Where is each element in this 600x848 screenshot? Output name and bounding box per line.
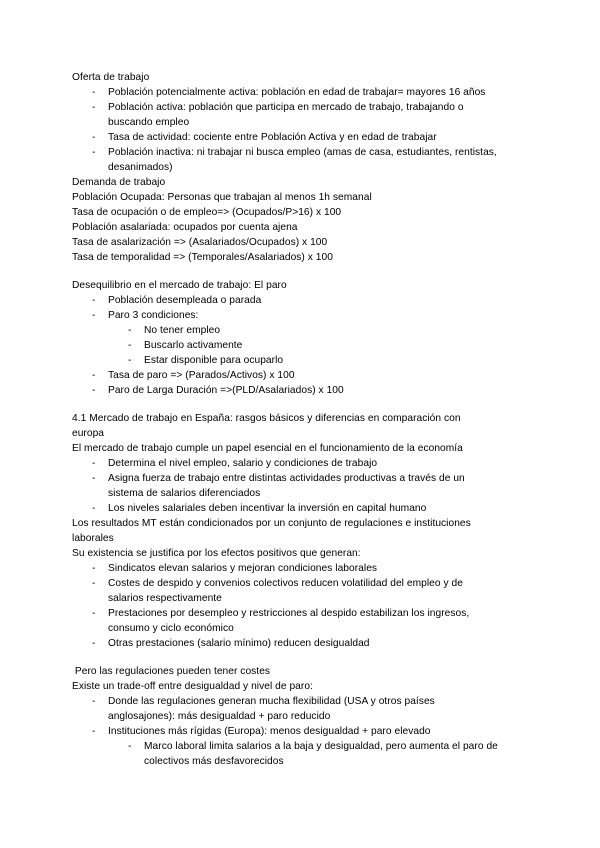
text-line: Existe un trade-off entre desigualdad y nivel de paro: [72, 681, 313, 692]
section-heading-4-1-continuation: europa [72, 428, 105, 439]
list-item: Prestaciones por desempleo y restricciones al despido estabilizan los ingresos, [108, 608, 470, 619]
text-line: Tasa de ocupación o de empleo=> (Ocupados/P>16) x 100 [72, 207, 342, 218]
bullet-dash: - [92, 87, 96, 98]
list-item-continuation: anglosajones): más desigualdad + paro reducido [108, 711, 331, 722]
bullet-dash: - [92, 638, 96, 649]
bullet-dash: - [92, 310, 96, 321]
bullet-dash: - [92, 458, 96, 469]
list-item: Costes de despido y convenios colectivos reducen volatilidad del empleo y de [108, 578, 463, 589]
bullet-dash: - [92, 295, 96, 306]
section-heading-desequilibrio: Desequilibrio en el mercado de trabajo: El paro [72, 280, 287, 291]
text-line: Población asalariada: ocupados por cuenta ajena [72, 222, 298, 233]
list-item: Instituciones más rígidas (Europa): menos desigualdad + paro elevado [108, 726, 431, 737]
sub-list-item: Estar disponible para ocuparlo [144, 355, 284, 366]
section-heading-oferta: Oferta de trabajo [72, 72, 150, 83]
bullet-dash: - [128, 355, 132, 366]
list-item: Población activa: población que participa en mercado de trabajo, trabajando o [108, 102, 464, 113]
sub-list-item: Buscarlo activamente [144, 340, 243, 351]
bullet-dash: - [128, 741, 132, 752]
section-heading-costes: Pero las regulaciones pueden tener costes [72, 666, 271, 677]
list-item: Paro de Larga Duración =>(PLD/Asalariados) x 100 [108, 385, 344, 396]
text-line: Tasa de temporalidad => (Temporales/Asalariados) x 100 [72, 252, 333, 263]
list-item-continuation: buscando empleo [108, 117, 190, 128]
list-item: Población potencialmente activa: población en edad de trabajar= mayores 16 años [108, 87, 486, 98]
bullet-dash: - [92, 473, 96, 484]
list-item-continuation: consumo y ciclo económico [108, 623, 234, 634]
bullet-dash: - [92, 608, 96, 619]
bullet-dash: - [92, 696, 96, 707]
bullet-dash: - [92, 563, 96, 574]
bullet-dash: - [92, 578, 96, 589]
list-item: Donde las regulaciones generan mucha flexibilidad (USA y otros países [108, 696, 435, 707]
text-line: Tasa de asalarización => (Asalariados/Ocupados) x 100 [72, 237, 328, 248]
sub-list-item-continuation: colectivos más desfavorecidos [144, 756, 284, 767]
list-item: Población desempleada o parada [108, 295, 262, 306]
bullet-dash: - [128, 340, 132, 351]
list-item: Sindicatos elevan salarios y mejoran condiciones laborales [108, 563, 378, 574]
section-heading-4-1: 4.1 Mercado de trabajo en España: rasgos básicos y diferencias en comparación con [72, 413, 461, 424]
bullet-dash: - [92, 385, 96, 396]
list-item: Otras prestaciones (salario mínimo) reducen desigualdad [108, 638, 370, 649]
text-line: Población Ocupada: Personas que trabajan al menos 1h semanal [72, 192, 372, 203]
text-line: Su existencia se justifica por los efectos positivos que generan: [72, 548, 361, 559]
list-item: Población inactiva: ni trabajar ni busca empleo (amas de casa, estudiantes, rentistas, [108, 147, 497, 158]
text-line: laborales [72, 533, 114, 544]
list-item: Paro 3 condiciones: [108, 310, 199, 321]
list-item: Tasa de actividad: cociente entre Población Activa y en edad de trabajar [108, 132, 437, 143]
list-item: Los niveles salariales deben incentivar la inversión en capital humano [108, 503, 427, 514]
bullet-dash: - [92, 147, 96, 158]
list-item-continuation: desanimados) [108, 162, 173, 173]
sub-list-item: Marco laboral limita salarios a la baja y desigualdad, pero aumenta el paro de [144, 741, 498, 752]
bullet-dash: - [92, 132, 96, 143]
bullet-dash: - [92, 503, 96, 514]
list-item-continuation: sistema de salarios diferenciados [108, 488, 261, 499]
list-item-continuation: salarios respectivamente [108, 593, 222, 604]
section-heading-demanda: Demanda de trabajo [72, 177, 166, 188]
text-line: El mercado de trabajo cumple un papel esencial en el funcionamiento de la economía [72, 443, 463, 454]
list-item: Asigna fuerza de trabajo entre distintas actividades productivas a través de un [108, 473, 465, 484]
sub-list-item: No tener empleo [144, 325, 221, 336]
bullet-dash: - [128, 325, 132, 336]
bullet-dash: - [92, 726, 96, 737]
list-item: Tasa de paro => (Parados/Activos) x 100 [108, 370, 295, 381]
bullet-dash: - [92, 102, 96, 113]
list-item: Determina el nivel empleo, salario y condiciones de trabajo [108, 458, 378, 469]
bullet-dash: - [92, 370, 96, 381]
text-line: Los resultados MT están condicionados por un conjunto de regulaciones e instituciones [72, 518, 471, 529]
